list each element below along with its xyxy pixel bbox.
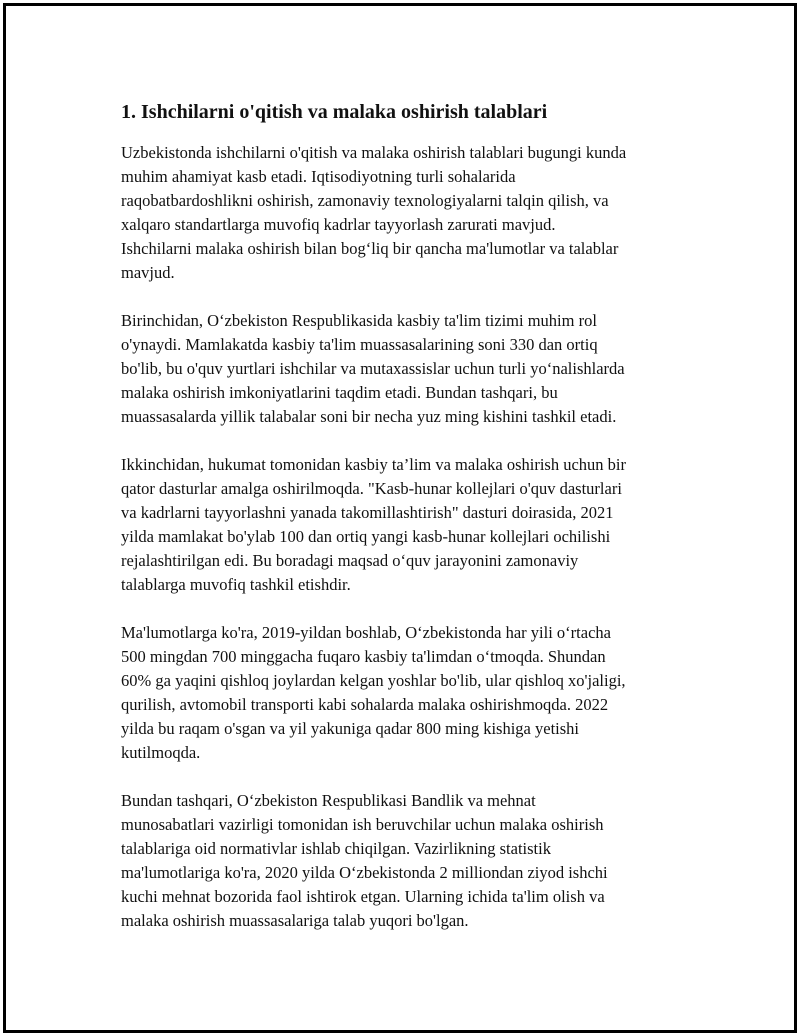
paragraph-ministry: Bundan tashqari, O‘zbekiston Respublikasi Bandlik va mehnat munosabatlari vazirligi tomonidan ish beruvchilar uchun malaka oshirish talablariga oid normativlar ishlab chiqilgan. Vazirlikning statistik ma'lumotlariga ko'ra, 2020 yilda O‘zbekistonda 2 milliondan ziyod ishchi kuchi mehnat bozorida faol ishtirok etgan. Ularning ichida ta'lim olish va malaka oshirish muassasalariga talab yuqori bo'lgan. — [121, 791, 608, 930]
paragraph-intro: Uzbekistonda ishchilarni o'qitish va malaka oshirish talablari bugungi kunda muhim ahamiyat kasb etadi. Iqtisodiyotning turli sohalarida raqobatbardoshlikni oshirish, zamonaviy texnologiyalarni talqin qilish, va xalqaro standartlarga muvofiq kadrlar tayyorlash zarurati mavjud. Ishchilarni malaka oshirish bilan bog‘liq bir qancha ma'lumotlar va talablar mavjud. — [121, 143, 627, 282]
document-body — [121, 99, 696, 957]
paragraph-first-point: Birinchidan, O‘zbekiston Respublikasida kasbiy ta'lim tizimi muhim rol o'ynaydi. Mamlakatda kasbiy ta'lim muassasalarining soni 330 dan ortiq bo'lib, bu o'quv yurtlari ishchilar va mutaxassislar uchun turli yo‘nalishlarda malaka oshirish imkoniyatlarini taqdim etadi. Bundan tashqari, bu muassasalarda yillik talabalar soni bir necha yuz ming kishini tashkil etadi. — [121, 311, 625, 426]
page-frame — [3, 3, 797, 1033]
section-heading: 1. Ishchilarni o'qitish va malaka oshirish talablari — [121, 101, 548, 123]
paragraph-statistics: Ma'lumotlarga ko'ra, 2019-yildan boshlab, O‘zbekistonda har yili o‘rtacha 500 mingdan 700 minggacha fuqaro kasbiy ta'limdan o‘tmoqda. Shundan 60% ga yaqini qishloq joylardan kelgan yoshlar bo'lib, ular qishloq xo'jaligi, qurilish, avtomobil transporti kabi sohalarda malaka oshirishmoqda. 2022 yilda bu raqam o'sgan va yil yakuniga qadar 800 ming kishiga yetishi kutilmoqda. — [121, 623, 626, 762]
paragraph-second-point: Ikkinchidan, hukumat tomonidan kasbiy ta’lim va malaka oshirish uchun bir qator dasturlar amalga oshirilmoqda. "Kasb-hunar kollejlari o'quv dasturlari va kadrlarni tayyorlashni yanada takomillashtirish" dasturi doirasida, 2021 yilda mamlakat bo'ylab 100 dan ortiq yangi kasb-hunar kollejlari ochilishi rejalashtirilgan edi. Bu boradagi maqsad o‘quv jarayonini zamonaviy talablarga muvofiq tashkil etishdir. — [121, 455, 626, 594]
